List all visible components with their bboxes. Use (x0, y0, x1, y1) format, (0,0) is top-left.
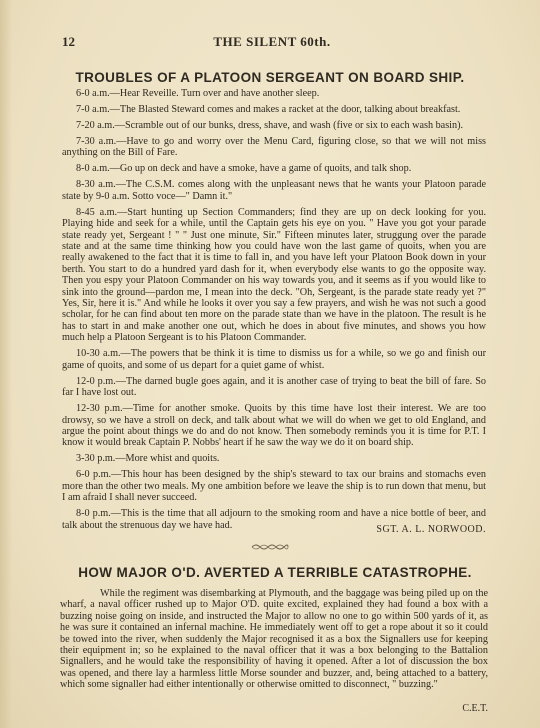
publication-title: THE SILENT 60th. (213, 34, 331, 49)
page-edge-shading (0, 0, 12, 728)
paragraph: 8-0 p.m.—This is the time that all adjourn to the smoking room and have a nice bottle of beer, and talk about the strenuous day we have had. (62, 508, 486, 531)
article-body-platoon-sergeant (62, 88, 486, 536)
paragraph: 10-30 a.m.—The powers that be think it is time to dismiss us for a while, so we go and finish our game of quoits, and some of us depart for a quiet game of whist. (62, 348, 486, 371)
article-title-major-od: HOW MAJOR O'D. AVERTED A TERRIBLE CATASTROPHE. (78, 565, 472, 580)
page-number: 12 (62, 34, 75, 49)
article-body-major-od (60, 588, 488, 691)
author-initials: C.E.T. (462, 703, 488, 714)
author-signature: SGT. A. L. NORWOOD. (376, 524, 486, 535)
paragraph: While the regiment was disembarking at Plymouth, and the baggage was being piled up on the wharf, a naval officer rushed up to Major O'D. quite excited, explained they had found a box with a buzzing noise going on inside, and instructed the Major to allow no one to go within 500 yards of it, as he was sure it contained an infernal machine. He immediately went off to get a rope about it so it could be towed into the river, when suddenly the Major recognised it as a box the Signallers use for keeping their equipment in; so he explained to the naval officer that it was a box belonging to the Battalion Signallers, and he would take the responsibility of having it opened. After a lot of discussion the box was opened, and there lay a harmless little Morse sounder and buzzer, and, being attached to a battery, which some signaller had either intentionally or otherwise omitted to disconnect, " buzzing." (60, 588, 488, 691)
paragraph: 8-45 a.m.—Start hunting up Section Commanders; find they are up on deck looking for you. Playing hide and seek for a while, until the Captain gets his eye on you. " Have you got your parade state ready yet, Sergeant ! " " Just one minute, Sir." Fifteen minutes later, struggung over the parade state and at the same time thinking how you could have won the last game of quoits, when you are really awakened to the fact that it is time to fall in, and you have left your Platoon Book down in your berth. You start to do a hundred yard dash for it, when everybody else wants to go the opposite way. Then you espy your Platoon Commander on his way towards you, and it seems as if you would like to sink into the ground—pardon me, I mean into the deck. "Oh, Sergeant, is the parade state ready yet ?" Yes, Sir, here it is." And while he looks it over you say a few prayers, and wish he was not such a good scholar, for he can find about ten more on the parade state than we have in the platoon. The result is he has to start in and make another one out, which he does in about five minutes, and shows you how much help a Platoon Sergeant is to his Platoon Commander. (62, 206, 486, 344)
paragraph: 7-20 a.m.—Scramble out of our bunks, dress, shave, and wash (five or six to each wash basin). (76, 120, 464, 131)
paragraph: 8-0 a.m.—Go up on deck and have a smoke, have a game of quoits, and talk shop. (76, 163, 412, 175)
paragraph: 8-30 a.m.—The C.S.M. comes along with the unpleasant news that he wants your Platoon parade state by 9-0 a.m. Sotto voce—" Damn it." (62, 179, 486, 202)
paragraph: 6-0 p.m.—This hour has been designed by the ship's steward to tax our brains and stomachs even more than the other two meals. My one ambition before we leave the ship is to run down that menu, but I am afraid I shall never succeed. (62, 469, 486, 504)
article-title-platoon-sergeant: TROUBLES OF A PLATOON SERGEANT ON BOARD SHIP. (75, 70, 465, 85)
running-header (62, 34, 482, 48)
paragraph: 12-30 p.m.—Time for another smoke. Quoits by this time have lost their interest. We are too drowsy, so we have a stroll on deck, and talk about what we will do when we get to old England, and argue the point about things we do and do not know. Then somebody reminds you it is time for P.T. I know it would break Captain P. Nobbs' heart if he saw the way we do it on board ship. (62, 403, 486, 449)
paragraph: 7-30 a.m.—Have to go and worry over the Menu Card, figuring close, so that we will not miss anything on the Bill of Fare. (62, 136, 486, 159)
paragraph: 6-0 a.m.—Hear Reveille. Turn over and have another sleep. (76, 88, 320, 99)
paragraph: 3-30 p.m.—More whist and quoits. (76, 453, 220, 465)
paragraph: 7-0 a.m.—The Blasted Steward comes and makes a racket at the door, talking about breakfast. (76, 104, 461, 115)
ornament-divider (250, 543, 290, 551)
paragraph: 12-0 p.m.—The darned bugle goes again, and it is another case of trying to beat the bill of fare. So far I have lost out. (62, 375, 486, 399)
